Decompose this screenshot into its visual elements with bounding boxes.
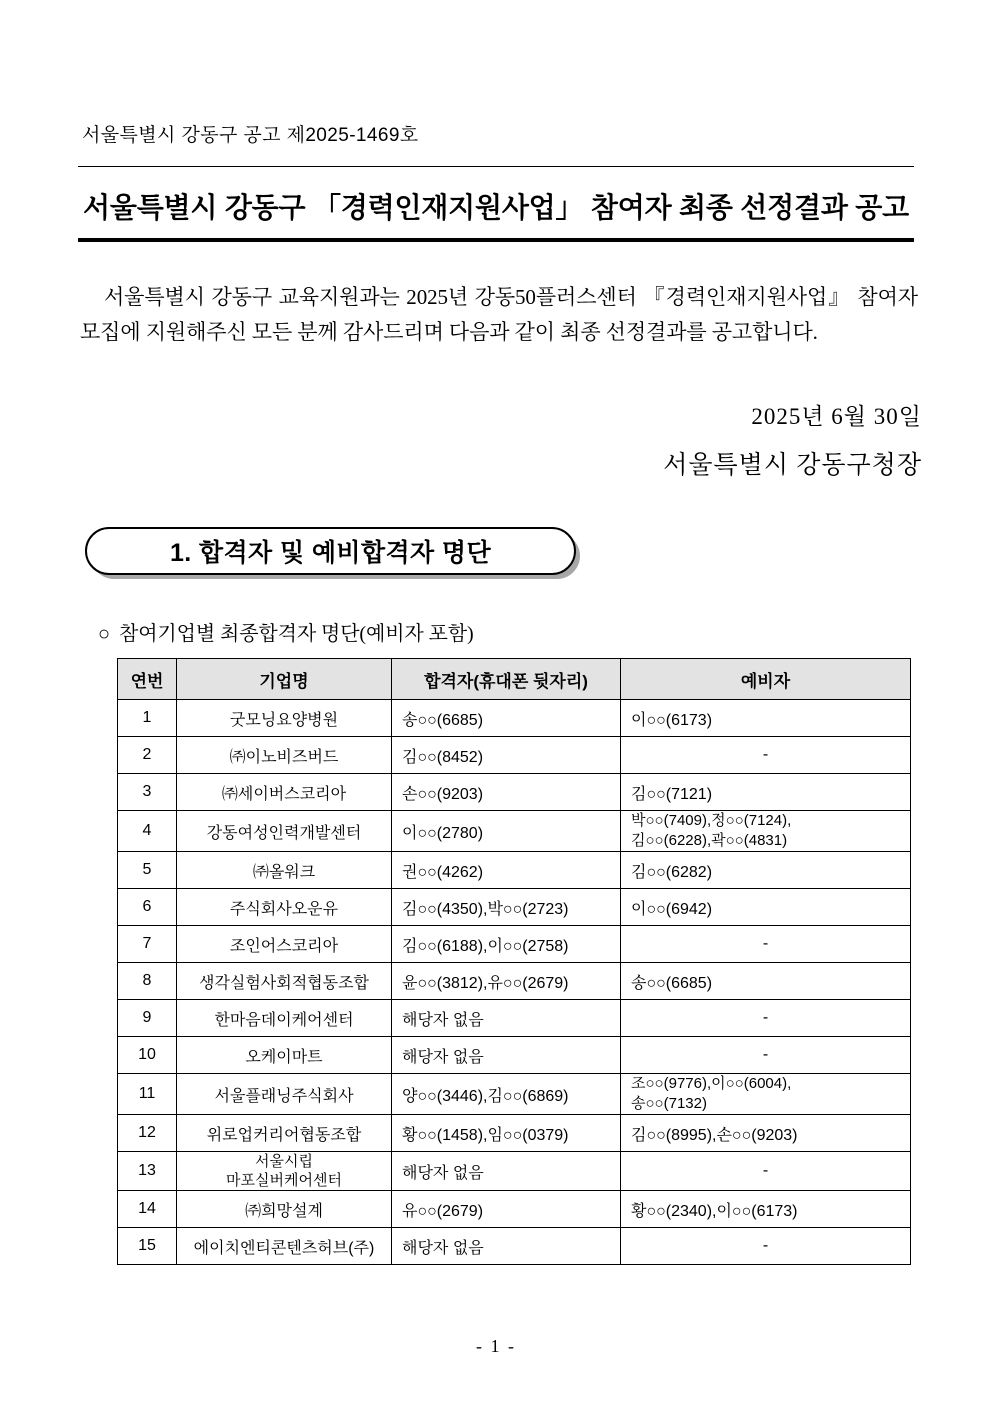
column-header-passers: 합격자(휴대폰 뒷자리) <box>392 659 621 700</box>
cell-company: 한마음데이케어센터 <box>177 1000 392 1037</box>
table-row <box>118 889 911 926</box>
cell-no: 8 <box>118 963 177 1000</box>
cell-passers: 해당자 없음 <box>392 1228 621 1265</box>
section-heading-label: 1. 합격자 및 예비합격자 명단 <box>169 539 492 567</box>
cell-no: 10 <box>118 1037 177 1074</box>
cell-passers: 양○○(3446),김○○(6869) <box>392 1074 621 1115</box>
header-rule-thin <box>78 166 914 167</box>
cell-company-line: 서울시립 <box>255 1153 313 1170</box>
header-rule-thick <box>78 238 914 242</box>
cell-no: 5 <box>118 852 177 889</box>
cell-no: 15 <box>118 1228 177 1265</box>
table-header-row <box>118 659 911 700</box>
cell-company: 강동여성인력개발센터 <box>177 811 392 852</box>
cell-passers: 해당자 없음 <box>392 1000 621 1037</box>
cell-company-line: 마포실버케어센터 <box>226 1172 342 1189</box>
cell-reserves-line: 김○○(6228),곽○○(4831) <box>631 832 788 849</box>
cell-reserves: - <box>621 926 911 963</box>
cell-company: ㈜세이버스코리아 <box>177 774 392 811</box>
cell-no: 2 <box>118 737 177 774</box>
table-row <box>118 1074 911 1115</box>
announcement-date: 2025년 6월 30일 <box>751 404 922 429</box>
table-header <box>118 659 911 700</box>
cell-reserves <box>621 1074 911 1115</box>
cell-company: ㈜올워크 <box>177 852 392 889</box>
cell-company: 생각실험사회적협동조합 <box>177 963 392 1000</box>
cell-reserves: 김○○(7121) <box>621 774 911 811</box>
cell-passers: 해당자 없음 <box>392 1037 621 1074</box>
cell-no: 1 <box>118 700 177 737</box>
cell-reserves: - <box>621 1152 911 1191</box>
sub-heading <box>98 617 474 646</box>
table-row <box>118 1037 911 1074</box>
cell-passers: 윤○○(3812),유○○(2679) <box>392 963 621 1000</box>
table-body <box>118 700 911 1265</box>
cell-company: 에이치엔티콘텐츠허브(주) <box>177 1228 392 1265</box>
column-header-reserves: 예비자 <box>621 659 911 700</box>
table-row <box>118 1152 911 1191</box>
cell-no: 7 <box>118 926 177 963</box>
table-row <box>118 737 911 774</box>
page-number: - 1 - <box>476 1336 516 1356</box>
cell-no: 3 <box>118 774 177 811</box>
cell-company: 오케이마트 <box>177 1037 392 1074</box>
document-number: 서울특별시 강동구 공고 제2025-1469호 <box>82 125 419 146</box>
signature-block <box>663 398 922 481</box>
page-title: 서울특별시 강동구 「경력인재지원사업」 참여자 최종 선정결과 공고 <box>83 192 909 223</box>
cell-reserves: - <box>621 1037 911 1074</box>
table-row <box>118 852 911 889</box>
cell-passers: 유○○(2679) <box>392 1191 621 1228</box>
signer-name: 서울특별시 강동구청장 <box>663 452 922 479</box>
table-row <box>118 1115 911 1152</box>
cell-company: 서울플래닝주식회사 <box>177 1074 392 1115</box>
column-header-no: 연번 <box>118 659 177 700</box>
cell-no: 11 <box>118 1074 177 1115</box>
cell-reserves: 황○○(2340),이○○(6173) <box>621 1191 911 1228</box>
cell-company <box>177 1152 392 1191</box>
cell-no: 9 <box>118 1000 177 1037</box>
cell-passers: 김○○(8452) <box>392 737 621 774</box>
intro-paragraph: 서울특별시 강동구 교육지원과는 2025년 강동50플러스센터 『경력인재지원사업』 참여자 모집에 지원해주신 모든 분께 감사드리며 다음과 같이 최종 선정결과를 공고합니다. <box>80 285 918 344</box>
table-row <box>118 926 911 963</box>
table-row <box>118 811 911 852</box>
results-table-wrapper <box>117 658 908 1265</box>
cell-passers: 해당자 없음 <box>392 1152 621 1191</box>
cell-company: ㈜희망설계 <box>177 1191 392 1228</box>
cell-company: 조인어스코리아 <box>177 926 392 963</box>
cell-no: 14 <box>118 1191 177 1228</box>
cell-no: 6 <box>118 889 177 926</box>
cell-passers: 황○○(1458),임○○(0379) <box>392 1115 621 1152</box>
cell-reserves-line: 송○○(7132) <box>631 1095 707 1112</box>
section-heading-pill <box>85 527 576 575</box>
results-table <box>117 658 911 1265</box>
cell-passers: 송○○(6685) <box>392 700 621 737</box>
table-row <box>118 1228 911 1265</box>
circle-bullet-icon: ○ <box>98 623 110 645</box>
cell-company: ㈜이노비즈버드 <box>177 737 392 774</box>
cell-reserves: - <box>621 1228 911 1265</box>
cell-reserves <box>621 811 911 852</box>
cell-reserves: - <box>621 737 911 774</box>
table-row <box>118 774 911 811</box>
cell-reserves-line: 박○○(7409),정○○(7124), <box>631 812 792 829</box>
cell-reserves: 김○○(8995),손○○(9203) <box>621 1115 911 1152</box>
cell-passers: 권○○(4262) <box>392 852 621 889</box>
cell-passers: 김○○(4350),박○○(2723) <box>392 889 621 926</box>
cell-passers: 손○○(9203) <box>392 774 621 811</box>
section-heading <box>85 527 580 579</box>
cell-passers: 김○○(6188),이○○(2758) <box>392 926 621 963</box>
cell-no: 13 <box>118 1152 177 1191</box>
cell-reserves-line: 조○○(9776),이○○(6004), <box>631 1075 792 1092</box>
cell-no: 12 <box>118 1115 177 1152</box>
table-row <box>118 963 911 1000</box>
column-header-company: 기업명 <box>177 659 392 700</box>
cell-reserves: - <box>621 1000 911 1037</box>
cell-company: 주식회사오운유 <box>177 889 392 926</box>
cell-reserves: 김○○(6282) <box>621 852 911 889</box>
cell-reserves: 송○○(6685) <box>621 963 911 1000</box>
sub-heading-label: 참여기업별 최종합격자 명단(예비자 포함) <box>118 623 474 645</box>
cell-reserves: 이○○(6942) <box>621 889 911 926</box>
cell-no: 4 <box>118 811 177 852</box>
table-row <box>118 700 911 737</box>
cell-company: 위로업커리어협동조합 <box>177 1115 392 1152</box>
cell-reserves: 이○○(6173) <box>621 700 911 737</box>
table-row <box>118 1191 911 1228</box>
table-row <box>118 1000 911 1037</box>
cell-passers: 이○○(2780) <box>392 811 621 852</box>
cell-company: 굿모닝요양병원 <box>177 700 392 737</box>
